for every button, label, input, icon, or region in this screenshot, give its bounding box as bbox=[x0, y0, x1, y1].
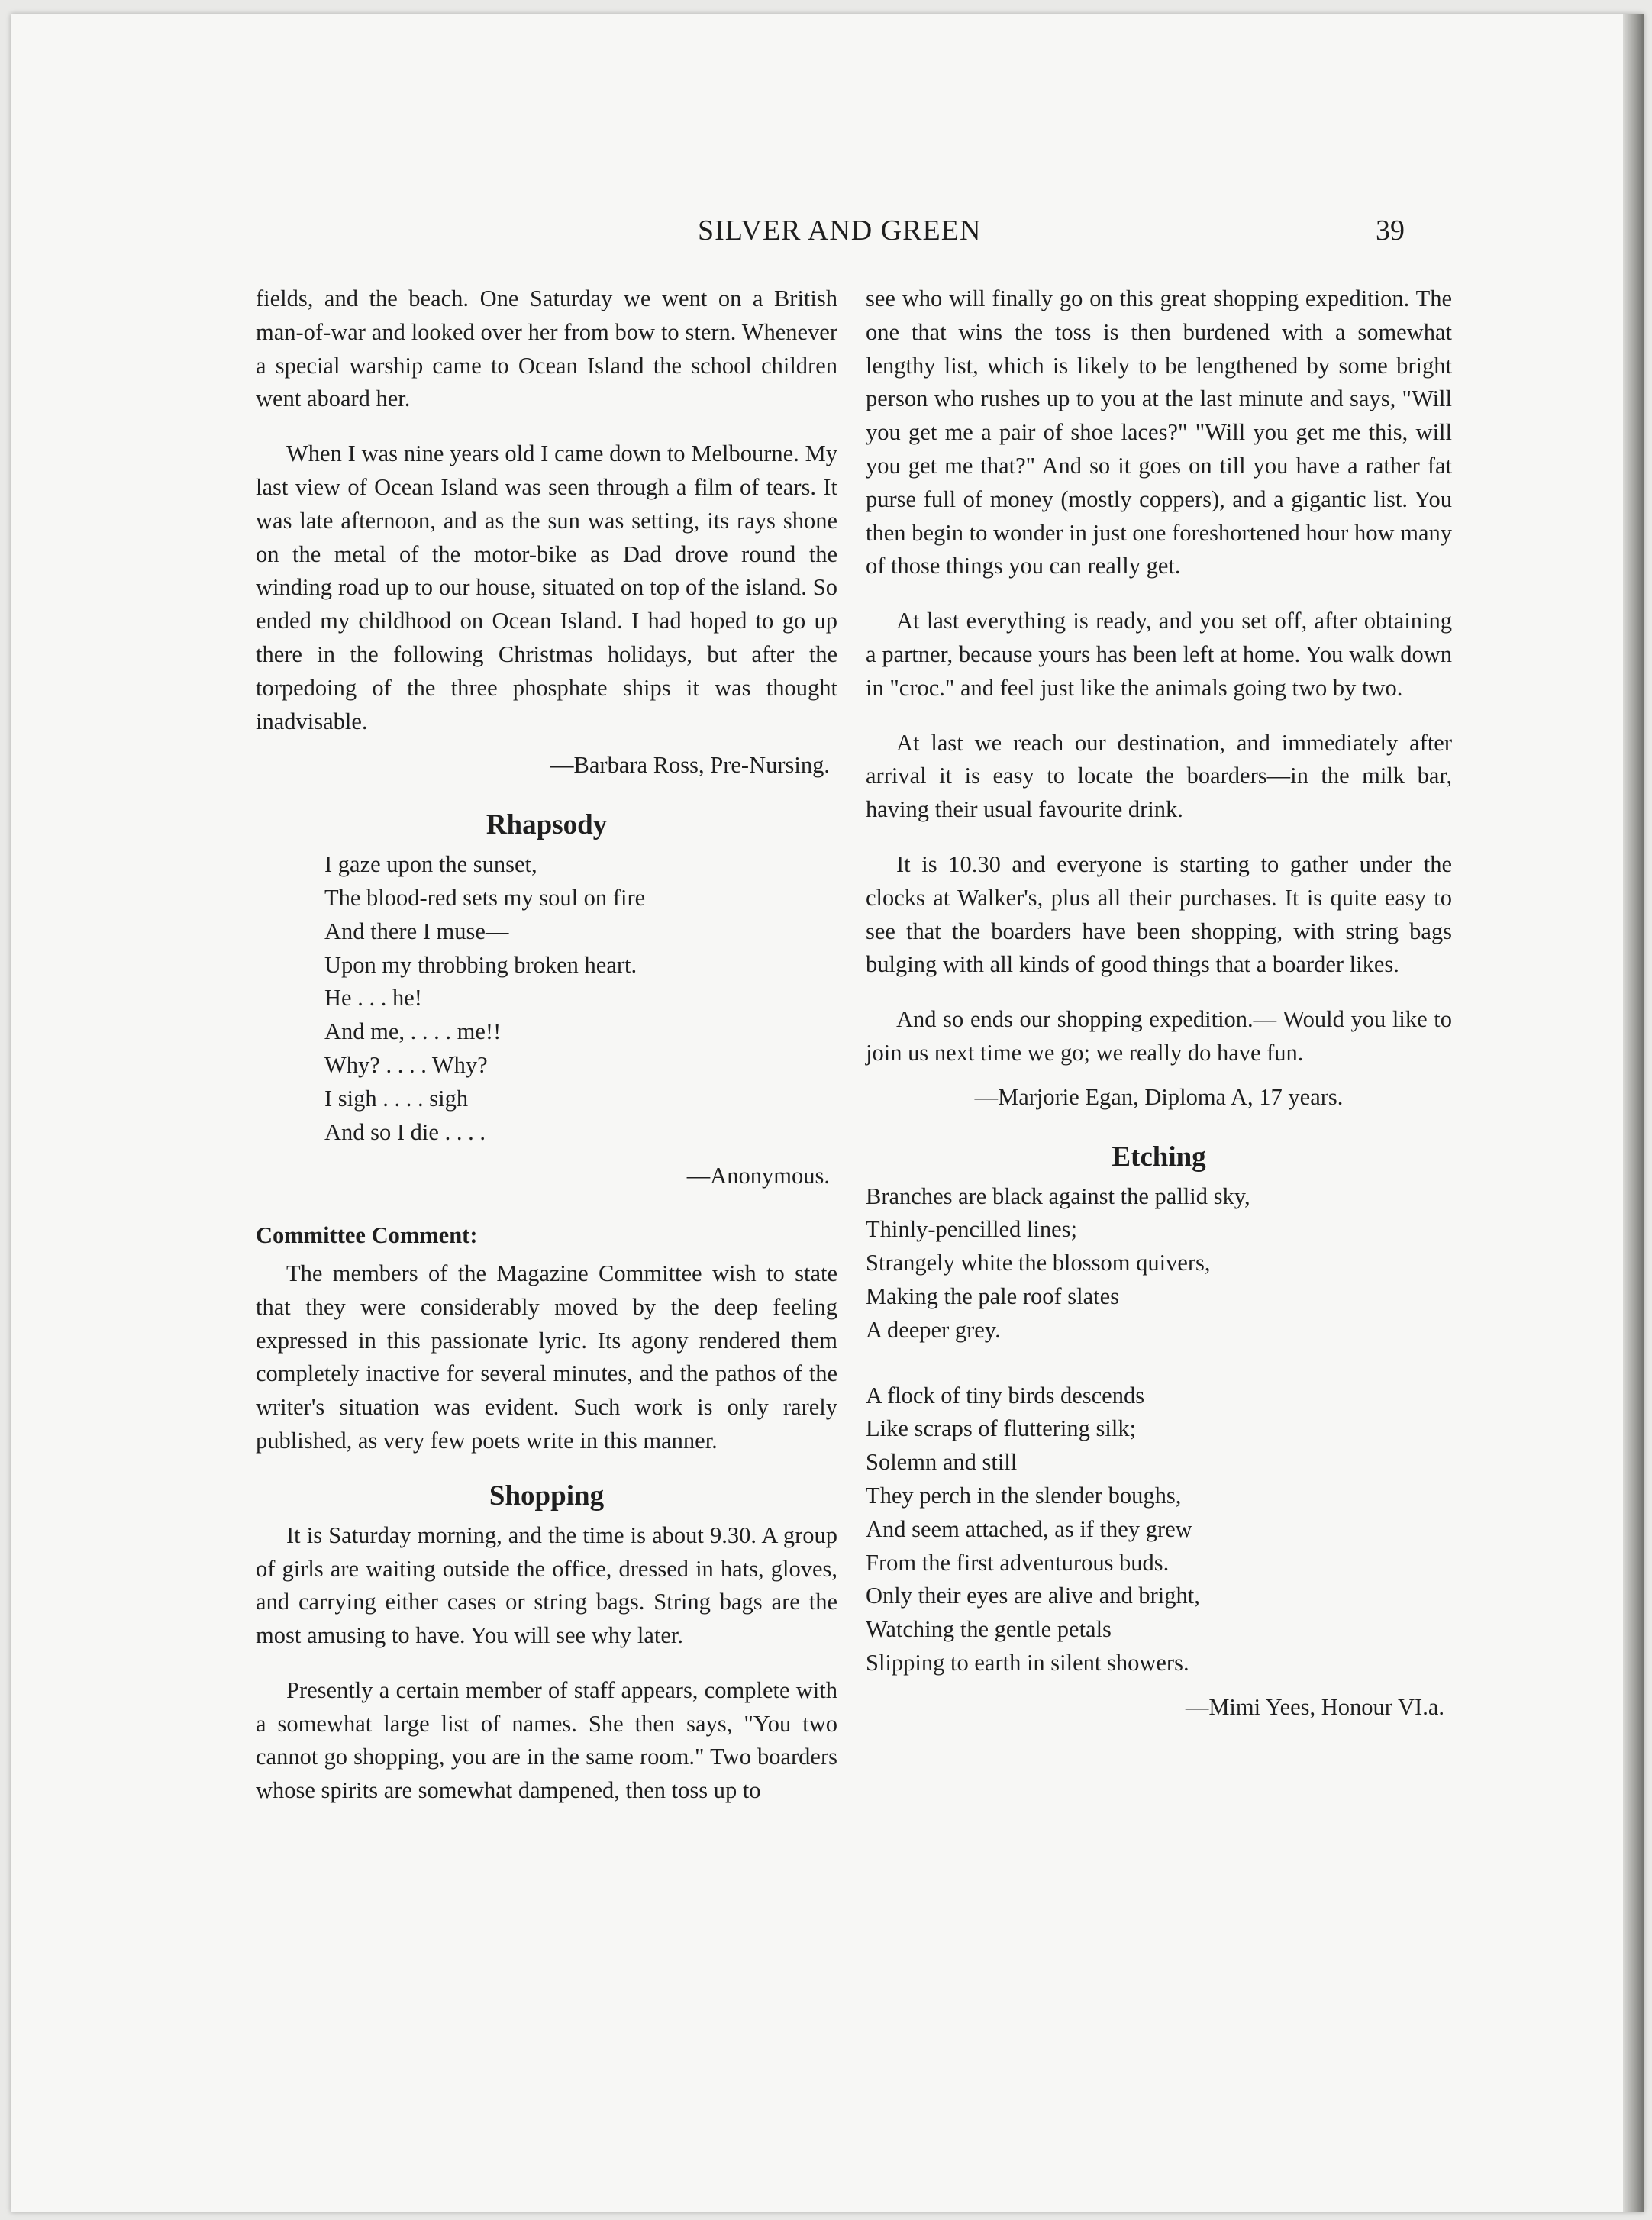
shopping-paragraph-4: At last everything is ready, and you set off, after obtaining a partner, because yours has been left at home. You walk down in "croc." and feel just like the animals going two by two. bbox=[866, 608, 1452, 701]
poem-line: Like scraps of fluttering silk; bbox=[866, 1415, 1137, 1442]
magazine-page bbox=[11, 14, 1644, 2212]
poem-line: They perch in the slender boughs, bbox=[866, 1482, 1182, 1509]
poem-line: A deeper grey. bbox=[866, 1316, 1001, 1343]
left-column bbox=[256, 282, 837, 1829]
ocean-island-paragraph-1: fields, and the beach. One Saturday we went on a British man-of-war and looked over her from bow to stern. Whenever a special warship came to Ocean Island the school children went aboard her. bbox=[256, 286, 837, 412]
rhapsody-title: Rhapsody bbox=[486, 809, 608, 841]
etching-stanza-2 bbox=[866, 1379, 1452, 1680]
shopping-paragraph-2: Presently a certain member of staff appears, complete with a somewhat large list of names. She then says, "You two cannot go shopping, you are in the same room." Two boarders whose spirits are somewhat dampened, then toss up to bbox=[256, 1676, 837, 1804]
rhapsody-byline: —Anonymous. bbox=[686, 1163, 830, 1189]
shopping-title: Shopping bbox=[489, 1479, 605, 1512]
poem-line: Thinly-pencilled lines; bbox=[866, 1216, 1077, 1243]
shopping-paragraph-7: And so ends our shopping expedition.— Would you like to join us next time we go; we really do have fun. bbox=[866, 1006, 1452, 1066]
committee-comment-label: Committee Comment: bbox=[256, 1222, 478, 1249]
committee-comment-text: The members of the Magazine Committee wish to state that they were considerably moved by the deep feeling expressed in this passionate lyric. Its agony rendered them completely inactive for several minutes, and the pathos of the writer's situation was evident. Such work is only rarely published, as very few poets write in this manner. bbox=[256, 1260, 837, 1454]
shopping-paragraph-1: It is Saturday morning, and the time is about 9.30. A group of girls are waiting outside the office, dressed in hats, gloves, and carrying either cases or string bags. String bags are the most amusing to have. You will see why later. bbox=[256, 1521, 837, 1649]
poem-line: Branches are black against the pallid sky, bbox=[866, 1183, 1250, 1209]
poem-line: I sigh . . . . sigh bbox=[324, 1085, 469, 1112]
poem-line: And seem attached, as if they grew bbox=[866, 1515, 1192, 1542]
ocean-island-byline: —Barbara Ross, Pre-Nursing. bbox=[550, 752, 830, 779]
page-number: 39 bbox=[1376, 215, 1405, 247]
poem-line: Slipping to earth in silent showers. bbox=[866, 1649, 1189, 1676]
running-title: SILVER AND GREEN bbox=[698, 215, 982, 247]
poem-line: And there I muse— bbox=[324, 918, 509, 944]
poem-line: Making the pale roof slates bbox=[866, 1283, 1120, 1309]
etching-byline: —Mimi Yees, Honour VI.a. bbox=[1185, 1693, 1444, 1720]
poem-line: And me, . . . . me!! bbox=[324, 1018, 502, 1045]
shopping-paragraph-6: It is 10.30 and everyone is starting to gather under the clocks at Walker's, plus all their purchases. It is quite easy to see that the boarders have been shopping, with string bags bulging with all kinds of good things that a boarder likes. bbox=[866, 850, 1452, 978]
shopping-paragraph-5: At last we reach our destination, and immediately after arrival it is easy to locate the boarders—in the milk bar, having their usual favourite drink. bbox=[866, 729, 1452, 823]
etching-stanza-1 bbox=[866, 1180, 1452, 1347]
right-column bbox=[866, 282, 1452, 1750]
running-head bbox=[11, 214, 1644, 260]
page-spine-shadow bbox=[1623, 14, 1644, 2212]
poem-line: The blood-red sets my soul on fire bbox=[324, 884, 646, 911]
poem-line: He . . . he! bbox=[324, 985, 422, 1012]
poem-line: Strangely white the blossom quivers, bbox=[866, 1250, 1211, 1276]
poem-line: From the first adventurous buds. bbox=[866, 1549, 1170, 1576]
poem-line: I gaze upon the sunset, bbox=[324, 851, 537, 878]
etching-title: Etching bbox=[1112, 1141, 1206, 1173]
shopping-byline: —Marjorie Egan, Diploma A, 17 years. bbox=[974, 1083, 1344, 1110]
poem-line: Why? . . . . Why? bbox=[324, 1051, 488, 1078]
ocean-island-paragraph-2: When I was nine years old I came down to Melbourne. My last view of Ocean Island was seen through a film of tears. It was late afternoon, and as the sun was setting, its rays shone on the metal of the motor-bike as Dad drove round the winding road up to our house, situated on top of the island. So ended my childhood on Ocean Island. I had hoped to go up there in the following Christmas holidays, but after the torpedoing of the three phosphate ships it was thought inadvisable. bbox=[256, 440, 837, 734]
poem-line: Solemn and still bbox=[866, 1449, 1018, 1476]
poem-line: A flock of tiny birds descends bbox=[866, 1382, 1145, 1408]
shopping-paragraph-3: see who will finally go on this great shopping expedition. The one that wins the toss is then burdened with a somewhat lengthy list, which is likely to be lengthened by some bright person who rushes up to you at the last minute and says, "Will you get me a pair of shoe laces?" "Will you get me this, will you get me that?" And so it goes on till you have a rather fat purse full of money (mostly coppers), and a gigantic list. You then begin to wonder in just one foreshortened hour how many of those things you can really get. bbox=[866, 286, 1452, 579]
rhapsody-poem bbox=[256, 848, 837, 1149]
poem-line: And so I die . . . . bbox=[324, 1118, 486, 1145]
poem-line: Only their eyes are alive and bright, bbox=[866, 1583, 1200, 1609]
poem-line: Upon my throbbing broken heart. bbox=[324, 951, 637, 978]
poem-line: Watching the gentle petals bbox=[866, 1616, 1112, 1643]
stanza-spacer bbox=[866, 1358, 1452, 1379]
